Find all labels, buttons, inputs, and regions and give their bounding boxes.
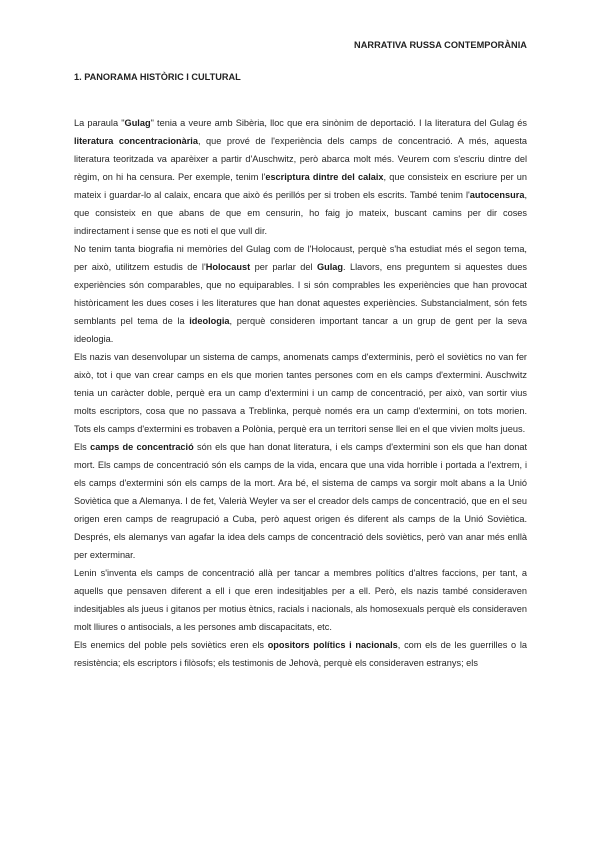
text-run: , perquè consideren important tancar a un grup de gent per la seva ideologia. xyxy=(74,316,527,344)
bold-term: escriptura dintre del calaix xyxy=(265,172,384,182)
paragraph xyxy=(74,438,527,564)
section-title: 1. PANORAMA HISTÒRIC I CULTURAL xyxy=(74,72,241,82)
body-text xyxy=(74,114,527,672)
paragraph xyxy=(74,636,527,672)
text-run: , que consisteix en escriure per un mateix i guardar-lo al calaix, encara que això és perillós per si troben els escrits. També tenim l' xyxy=(74,172,527,200)
bold-term: Holocaust xyxy=(205,262,251,272)
text-run: Lenin s'inventa els camps de concentració allà per tancar a membres polítics d'altres faccions, per tant, a aquells que pensaven diferent a ell i que eren indesitjables per a ell. Però, els nazis també consideraven indesitjables als jueus i gitanos per motius ètnics, racials i nacionals, als homosexuals perquè els consideraven molt lliures o antisocials, a les persones amb discapacitats, etc. xyxy=(74,568,527,632)
paragraph xyxy=(74,564,527,636)
text-run: Els nazis van desenvolupar un sistema de camps, anomenats camps d'exterminis, però el soviètics no van fer això, tot i que van crear camps en els que morien tantes persones com en els camps d'extermini. Auschwitz tenia un caràcter doble, perquè era un camp d'extermini i un camp de concentració, per això, van sortir vius molts escriptors, cosa que no passava a Treblinka, perquè només era un camp d'extermini, on tots morien. Tots els camps d'extermini es trobaven a Polònia, perquè era un territori sense llei en el que vivien molts jueus. xyxy=(74,352,527,434)
bold-term: Gulag xyxy=(316,262,344,272)
text-run: , que consisteix en que abans de que em censurin, ho faig jo mateix, buscant camins per dir coses indirectament i sense que es noti el que vull dir. xyxy=(74,190,527,236)
paragraph xyxy=(74,348,527,438)
bold-term: camps de concentració xyxy=(90,442,194,452)
bold-term: literatura concentracionària xyxy=(74,136,198,146)
text-run: , com els de les guerrilles o la resistència; els escriptors i filòsofs; els testimonis de Jehovà, perquè els consideraven estranys; els xyxy=(74,640,527,668)
text-run: . Llavors, ens preguntem si aquestes dues experiències són comparables, que no equiparables. I si són comprables les experiències que han provocat històricament les dues coses i les literatures que han donat aquestes experiències. Substancialment, són fets semblants pel tema de la xyxy=(74,262,527,326)
running-head: NARRATIVA RUSSA CONTEMPORÀNIA xyxy=(354,40,527,50)
text-run: " tenia a veure amb Sibèria, lloc que era sinònim de deportació. I la literatura del Gulag és xyxy=(150,118,527,128)
paragraph xyxy=(74,114,527,240)
text-run: per parlar del xyxy=(250,262,317,272)
text-run: , que prové de l'experiència dels camps de concentració. A més, aquesta literatura teoritzada va aparèixer a partir d'Auschwitz, però abarca molt més. Veurem com s'escriu dintre del règim, on hi ha censura. Per exemple, tenim l' xyxy=(74,136,527,182)
text-run: No tenim tanta biografia ni memòries del Gulag com de l'Holocaust, perquè s'ha estudiat més el segon tema, per això, utilitzem estudis de l' xyxy=(74,244,527,272)
bold-term: ideologia xyxy=(189,316,230,326)
paragraph xyxy=(74,240,527,348)
text-run: La paraula " xyxy=(74,118,125,128)
bold-term: autocensura xyxy=(469,190,525,200)
text-run: Els enemics del poble pels soviètics eren els xyxy=(74,640,268,650)
bold-term: Gulag xyxy=(124,118,151,128)
text-run: són els que han donat literatura, i els camps d'extermini son els que han donat mort. Els camps de concentració són els camps de la vida, encara que una vida horrible i portada a l'extrem, i els camps d'extermini són els camps de la mort. Ara bé, el sistema de camps va sorgir molt abans a la Unió Soviètica que a Alemanya. I de fet, Valerià Weyler va ser el creador dels camps de concentració, que en el seu origen eren camps de reagrupació a Cuba, però aquest origen és diferent als camps de la Unió Soviètica. Després, els alemanys van agafar la idea dels camps de concentració dels soviètics, però van anar més enllà per exterminar. xyxy=(74,442,528,560)
text-run: Els xyxy=(74,442,91,452)
bold-term: opositors polítics i nacionals xyxy=(267,640,398,650)
